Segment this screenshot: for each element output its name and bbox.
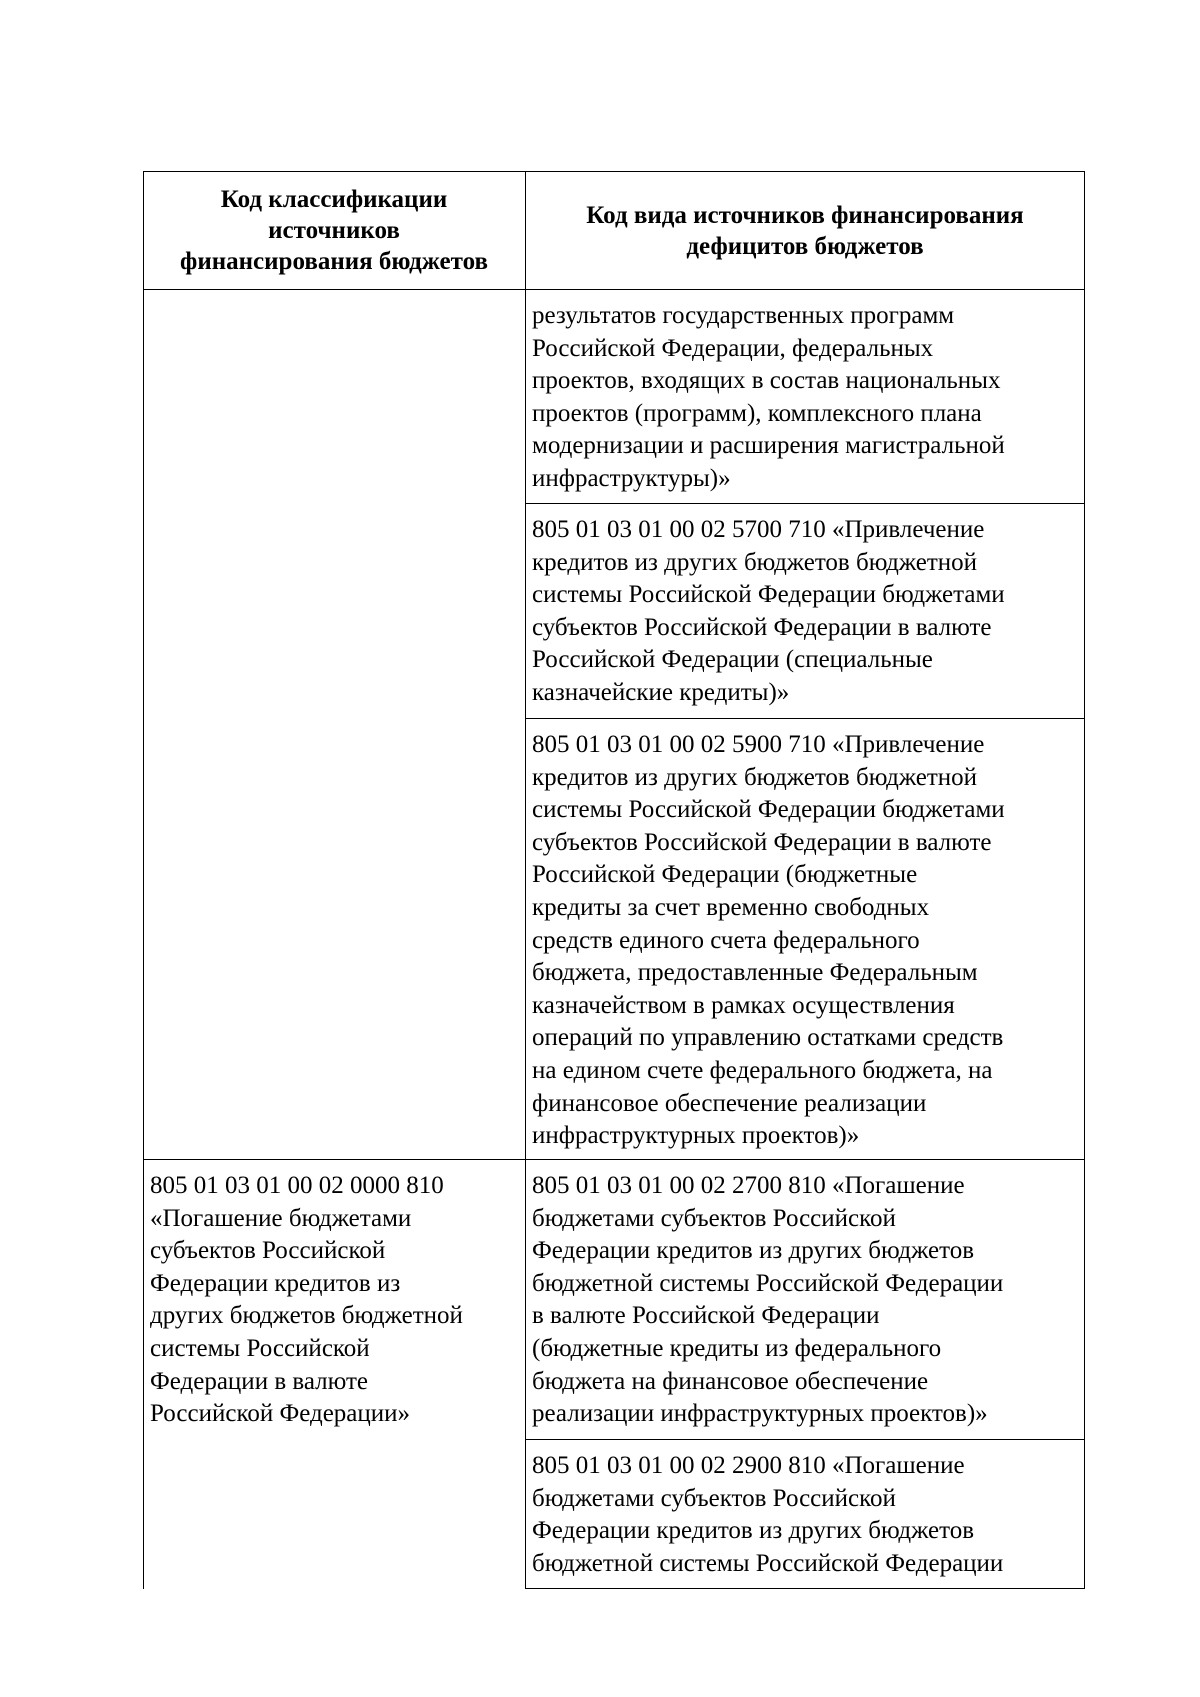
table-cell-row-4-col-1: 805 01 03 01 00 02 0000 810 «Погашение бюджетами субъектов Российской Федерации кредитов из других бюджетов бюджетной системы Российской Федерации в валюте Российской Федерации»	[150, 1172, 463, 1428]
table-border-left	[143, 171, 144, 1589]
header-cell-source-type-code: Код вида источников финансирования дефицитов бюджетов	[586, 201, 1024, 260]
header-bottom-border	[143, 289, 1085, 290]
row-border-2	[525, 718, 1085, 719]
header-cell-classification-code: Код классификации источников финансирования бюджетов	[180, 186, 488, 275]
table-cell-row-1-col-2: результатов государственных программ Российской Федерации, федеральных проектов, входящих в состав национальных проектов (программ), комплексного плана модернизации и расширения магистральной инфраструктуры)»	[532, 302, 1005, 492]
table-cell-row-2-col-2: 805 01 03 01 00 02 5700 710 «Привлечение кредитов из других бюджетов бюджетной системы Российской Федерации бюджетами субъектов Российской Федерации в валюте Российской Федерации (специальные казначейские кредиты)»	[532, 516, 1005, 706]
table-border-bottom-right	[525, 1588, 1085, 1589]
table-column-divider	[525, 171, 526, 1589]
table-border-right	[1084, 171, 1085, 1589]
table-cell-row-3-col-2: 805 01 03 01 00 02 5900 710 «Привлечение кредитов из других бюджетов бюджетной системы Российской Федерации бюджетами субъектов Российской Федерации в валюте Российской Федерации (бюджетные кредиты за счет временно свободных средств единого счета федерального бюджета, предоставленные Федеральным казначейством в рамках осуществления операций по управлению остатками средств на едином счете федерального бюджета, на финансовое обеспечение реализации инфраструктурных проектов)»	[532, 731, 1005, 1150]
row-border-4	[525, 1439, 1085, 1440]
table-border-top	[143, 171, 1085, 172]
row-border-1	[525, 503, 1085, 504]
table-cell-row-4-col-2: 805 01 03 01 00 02 2700 810 «Погашение бюджетами субъектов Российской Федерации кредитов из других бюджетов бюджетной системы Российской Федерации в валюте Российской Федерации (бюджетные кредиты из федерального бюджета на финансовое обеспечение реализации инфраструктурных проектов)»	[532, 1172, 1004, 1428]
table-cell-row-5-col-2: 805 01 03 01 00 02 2900 810 «Погашение бюджетами субъектов Российской Федерации кредитов из других бюджетов бюджетной системы Российской Федерации	[532, 1452, 1004, 1577]
row-border-3	[143, 1159, 1085, 1160]
